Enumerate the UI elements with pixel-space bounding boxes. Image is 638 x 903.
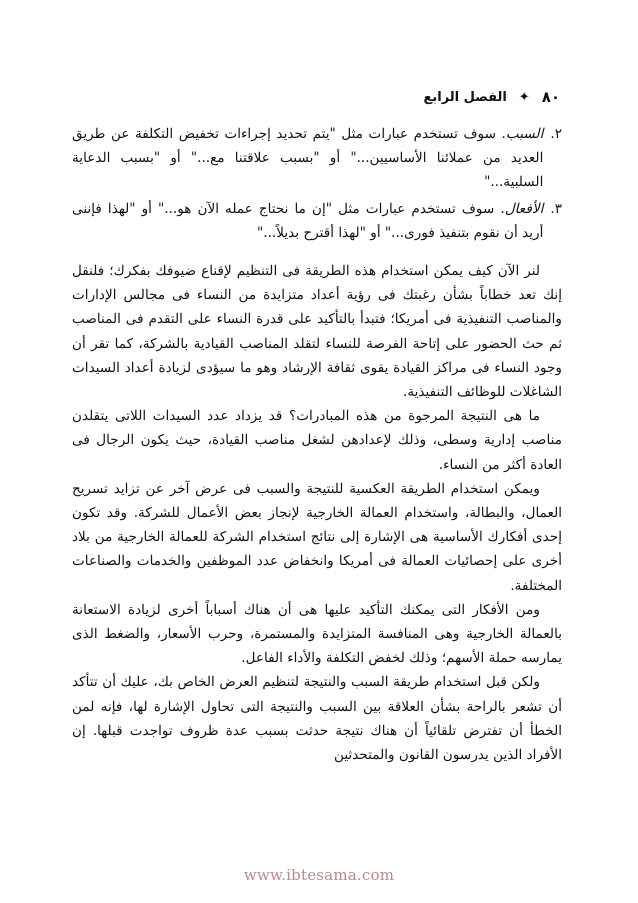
list-item-body: سوف تستخدم عبارات مثل "إن ما نحتاج عمله الآن هو..." أو "لهذا فإننى أريد أن نقوم بتنفيذ فورى..." أو "لهذا أقترح بديلاً..." bbox=[72, 200, 544, 241]
list-item-lead: السبب. bbox=[501, 126, 544, 142]
paragraph: ويمكن استخدام الطريقة العكسية للنتيجة والسبب فى عرض آخر عن تزايد تسريح العمال، والبطالة، واستخدام العمالة الخارجية لإنجاز بعض الأعمال للشركة. وقد تكون إحدى أفكارك الأساسية هى الإشارة إلى نتائج استخدام الشركة للعمالة الخارجية من بلاد أخرى على إحصائيات العمالة فى أمريكا وانخفاض عدد الموظفين والخدمات والصناعات المختلفة. bbox=[72, 480, 562, 594]
page-header bbox=[424, 88, 561, 106]
list-item bbox=[72, 197, 562, 245]
section-spacer bbox=[72, 245, 562, 259]
list-item-lead: الأفعال. bbox=[500, 200, 544, 217]
paragraph: ما هى النتيجة المرجوة من هذه المبادرات؟ قد يزداد عدد السيدات اللاتى يتقلدن مناصب إدارية وسطى، وذلك لإعدادهن لشغل مناصب القيادة، حيث يكون الرجال فى العادة أكثر من النساء. bbox=[72, 408, 562, 473]
paragraph: ولكن قبل استخدام طريقة السبب والنتيجة لتنظيم العرض الخاص بك، عليك أن تتأكد أن تشعر بالراحة بشأن العلاقة بين السبب والنتيجة التى تحاول الإشارة لها، فإنه لمن الخطأ أن تفترض تلقائياً أن هناك نتيجة حدثت بسبب عدة ظروف تواجدت قبلها. إن الأفراد الذين يدرسون القانون والمتحدثين bbox=[72, 674, 562, 764]
page-number: ٨٠ bbox=[541, 88, 560, 106]
list-item-number: ٢. bbox=[550, 126, 562, 142]
four-point-star-icon: ✦ bbox=[518, 89, 530, 105]
paragraph: ومن الأفكار التى يمكنك التأكيد عليها هى أن هناك أسباباً أخرى لزيادة الاستعانة بالعمالة الخارجية وهى المنافسة المتزايدة والمستمرة، وحرب الأسعار، والضغط الذى يمارسه حملة الأسهم؛ وذلك لخفض التكلفة والأداء الفاعل. bbox=[72, 601, 562, 667]
list-item-number: ٣. bbox=[550, 200, 562, 217]
watermark: www.ibtesama.com bbox=[243, 866, 395, 884]
paragraph: لنر الآن كيف يمكن استخدام هذه الطريقة فى التنظيم لإقناع ضيوفك بفكرك؛ فلنقل إنك تعد خطاباً بشأن رغبتك فى رؤية أعداد متزايدة من النساء فى مجالس الإدارات والمناصب التنفيذية فى أمريكا؛ فتبدأ بالتأكيد على قدرة النساء على التقدم فى المناصب ثم حث الحضور على إتاحة الفرصة للنساء لتقلد المناصب القيادية بالشركة، كما تقر أن وجود النساء فى مراكز القيادة يقوى ثقافة الإرشاد وهو ما سيؤدى لزيادة أعداد السيدات الشاغلات للوظائف التنفيذية. bbox=[72, 263, 562, 401]
list-item-text bbox=[72, 122, 543, 195]
chapter-title: الفصل الرابع bbox=[423, 89, 507, 105]
list-item bbox=[72, 122, 562, 195]
list-item-body: سوف تستخدم عبارات مثل "يتم تحديد إجراءات تخفيض التكلفة عن طريق العديد من عملائنا الأساسيين..." أو "بسبب علاقتنا مع..." أو "بسبب الدعاية السلبية..." bbox=[72, 126, 544, 191]
list-item-text bbox=[72, 197, 543, 245]
page-body bbox=[72, 122, 562, 767]
